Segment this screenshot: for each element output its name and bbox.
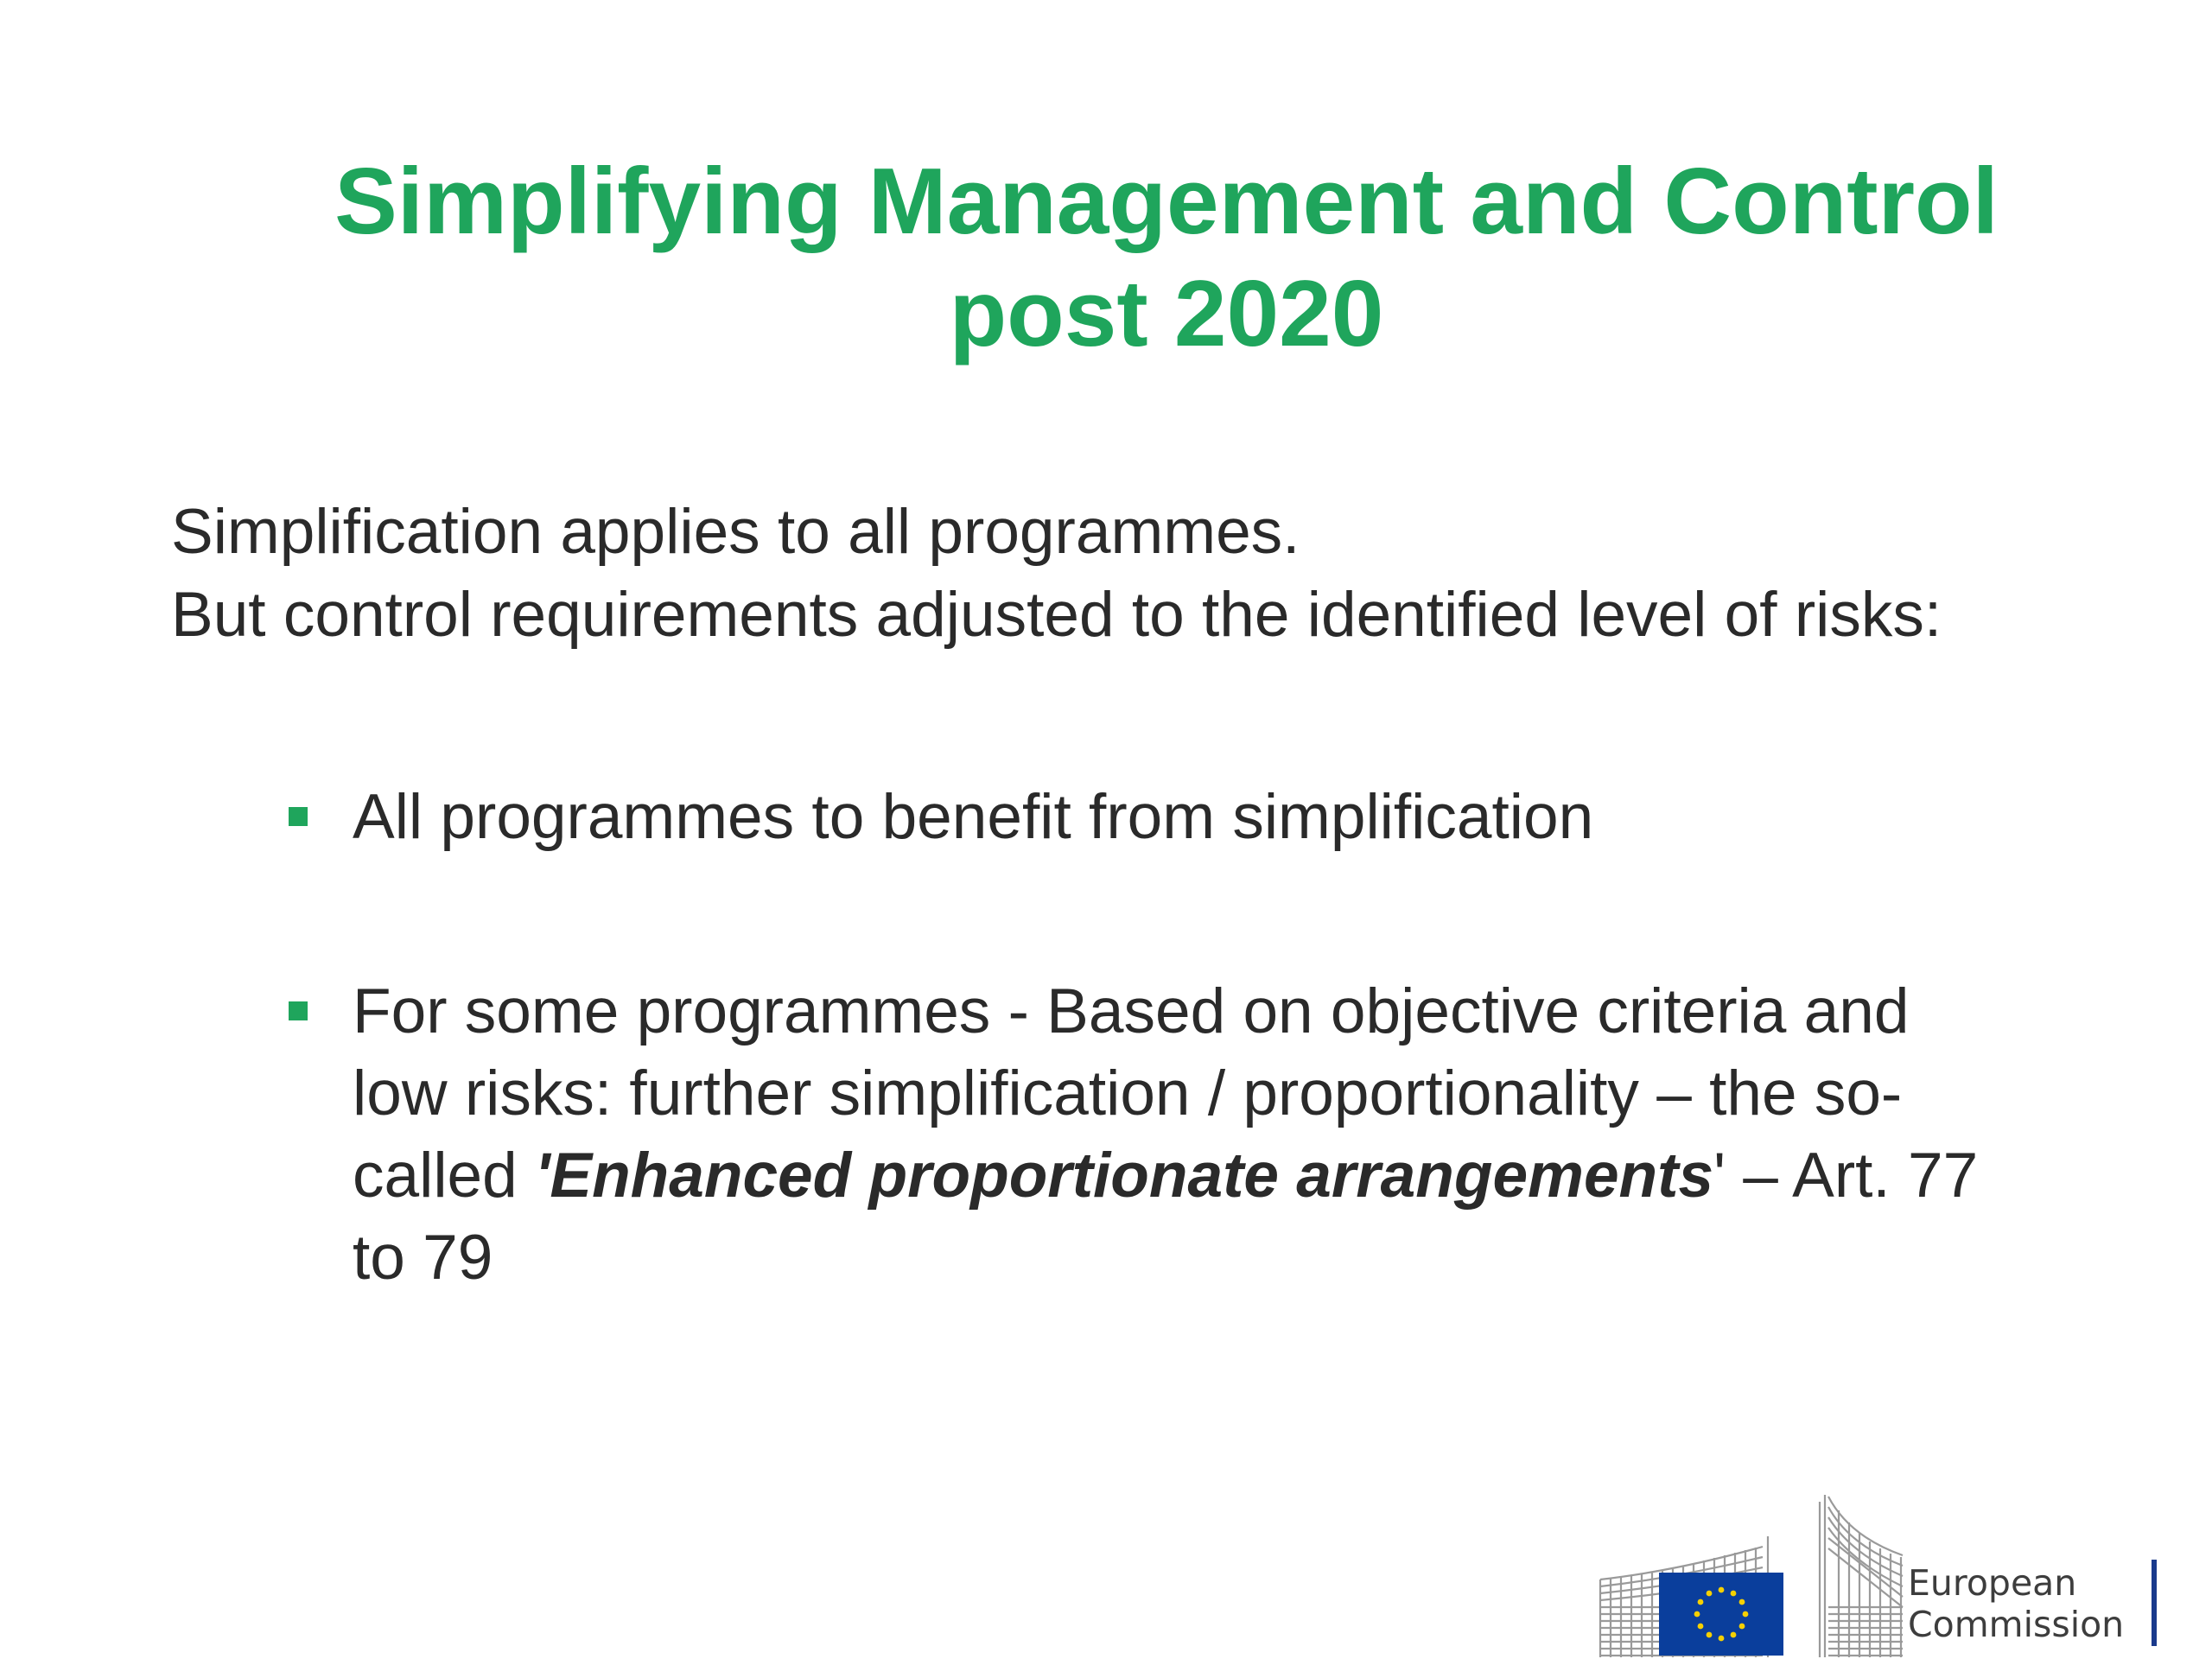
title-line-1: Simplifying Management and Control	[334, 149, 1999, 254]
bullet-line-3-post: ' – Art. 77	[1713, 1141, 1979, 1211]
eu-flag-icon	[1659, 1573, 1783, 1656]
berlaymont-building-icon	[1599, 1484, 1910, 1659]
bullet-square-icon	[289, 807, 308, 826]
bullet-line-2: low risks: further simplification / proportionality – the so-	[353, 1058, 1903, 1128]
bullet-line-1: For some programmes - Based on objective criteria and	[353, 976, 1910, 1046]
title-line-2: post 2020	[949, 261, 1384, 366]
intro-text	[171, 491, 2176, 657]
european-commission-logo	[1599, 1484, 2160, 1659]
intro-line-2: But control requirements adjusted to the identified level of risks:	[171, 580, 1942, 650]
bullet-square-icon	[289, 1001, 308, 1020]
bullet-line-3	[353, 1135, 2150, 1217]
logo-divider	[2152, 1560, 2157, 1646]
emphasized-term: 'Enhanced proportionate arrangements	[535, 1141, 1714, 1211]
logo-wordmark	[1908, 1562, 2124, 1645]
bullet-item	[353, 970, 2150, 1299]
intro-line-1: Simplification applies to all programmes.	[171, 497, 1300, 567]
logo-line-2: Commission	[1908, 1604, 2125, 1645]
bullet-line-4: to 79	[353, 1223, 493, 1293]
slide-title	[0, 145, 2212, 370]
bullet-item	[353, 776, 2150, 858]
bullet-text: All programmes to benefit from simplification	[353, 782, 1594, 852]
bullet-line-3-pre: called	[353, 1141, 536, 1211]
logo-line-1: European	[1908, 1562, 2077, 1604]
